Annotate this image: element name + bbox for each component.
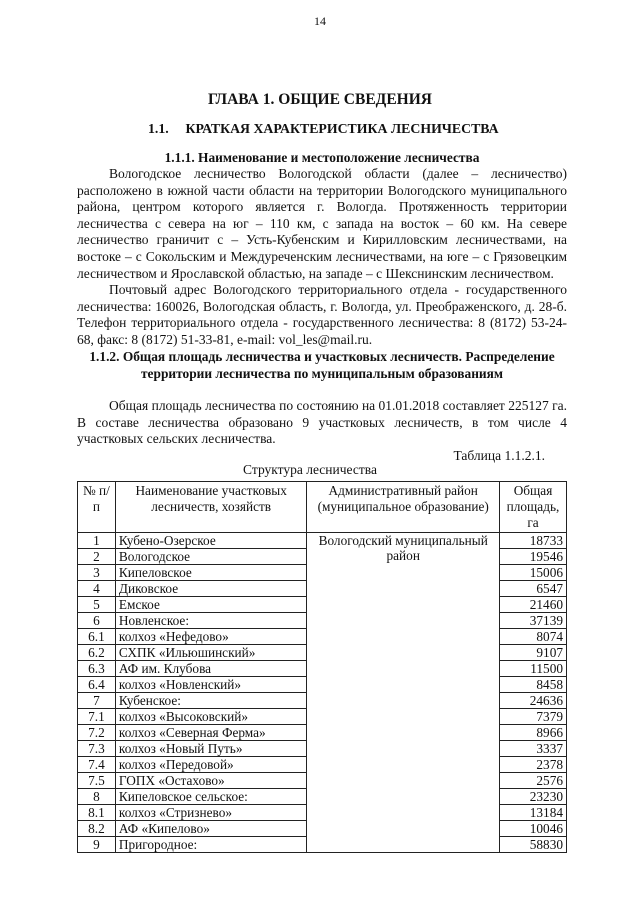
row-name: колхоз «Новый Путь» — [115, 741, 307, 757]
row-name: Пригородное: — [115, 837, 307, 853]
row-number: 3 — [78, 565, 116, 581]
row-name: ГОПХ «Остахово» — [115, 773, 307, 789]
row-name: Новленское: — [115, 613, 307, 629]
row-area: 3337 — [500, 741, 567, 757]
table-caption: Структура лесничества — [243, 462, 377, 477]
row-number: 7.2 — [78, 725, 116, 741]
row-number: 7.1 — [78, 709, 116, 725]
row-number: 6 — [78, 613, 116, 629]
row-area: 15006 — [500, 565, 567, 581]
row-area: 8966 — [500, 725, 567, 741]
row-name: АФ им. Клубова — [115, 661, 307, 677]
row-area: 18733 — [500, 533, 567, 549]
section-heading — [148, 121, 499, 137]
row-number: 1 — [78, 533, 116, 549]
header-area: Общая площадь, га — [500, 482, 567, 533]
forestry-structure-table — [77, 481, 567, 853]
row-name: колхоз «Северная Ферма» — [115, 725, 307, 741]
row-name: СХПК «Ильюшинский» — [115, 645, 307, 661]
row-area: 37139 — [500, 613, 567, 629]
row-district: Вологодский муниципальный район — [307, 533, 500, 853]
row-area: 7379 — [500, 709, 567, 725]
heading-line: 1.1.2. Общая площадь лесничества и участковых лесничеств. Распределение — [89, 349, 555, 364]
row-area: 13184 — [500, 805, 567, 821]
row-number: 6.3 — [78, 661, 116, 677]
row-name: колхоз «Стризнево» — [115, 805, 307, 821]
row-name: Кубенское: — [115, 693, 307, 709]
page-number: 14 — [314, 14, 326, 28]
row-number: 7.5 — [78, 773, 116, 789]
row-name: Кубено-Озерское — [115, 533, 307, 549]
row-name: колхоз «Нефедово» — [115, 629, 307, 645]
header-name: Наименование участковых лесничеств, хозяйств — [115, 482, 307, 533]
row-area: 2378 — [500, 757, 567, 773]
row-number: 6.4 — [78, 677, 116, 693]
row-area: 2576 — [500, 773, 567, 789]
row-name: Кипеловское сельское: — [115, 789, 307, 805]
table-number: Таблица 1.1.2.1. — [453, 448, 545, 463]
header-district: Административный район (муниципальное образование) — [307, 482, 500, 533]
row-name: Вологодское — [115, 549, 307, 565]
row-number: 7.4 — [78, 757, 116, 773]
header-no: № п/п — [78, 482, 116, 533]
row-number: 9 — [78, 837, 116, 853]
row-number: 7 — [78, 693, 116, 709]
row-area: 23230 — [500, 789, 567, 805]
row-name: колхоз «Передовой» — [115, 757, 307, 773]
row-area: 8074 — [500, 629, 567, 645]
row-number: 4 — [78, 581, 116, 597]
row-number: 2 — [78, 549, 116, 565]
row-area: 21460 — [500, 597, 567, 613]
row-name: колхоз «Высоковский» — [115, 709, 307, 725]
row-number: 7.3 — [78, 741, 116, 757]
subsection-heading-1: 1.1.1. Наименование и местоположение лесничества — [164, 150, 480, 165]
row-number: 6.1 — [78, 629, 116, 645]
row-name: колхоз «Новленский» — [115, 677, 307, 693]
chapter-title: ГЛАВА 1. ОБЩИЕ СВЕДЕНИЯ — [208, 91, 432, 108]
row-number: 8.1 — [78, 805, 116, 821]
row-area: 58830 — [500, 837, 567, 853]
address-paragraph: Почтовый адрес Вологодского территориального отдела - государственного лесничества: 160026, Вологодская область, г. Вологда, ул. Преображенского, д. 28-б. Телефон территориального отдела - государственного лесничества: 8 (8172) 53-24-68, факс: 8 (8172) 51-33-81, e-mail: vol_les@mail.ru. — [77, 282, 567, 347]
row-area: 11500 — [500, 661, 567, 677]
row-area: 10046 — [500, 821, 567, 837]
row-area: 19546 — [500, 549, 567, 565]
location-paragraph: Вологодское лесничество Вологодской области (далее – лесничество) расположено в южной части области на территории Вологодского муниципального района, центром которого является г. Вологда. Протяженность территории лесничества с севера на юг – 110 км, с запада на восток – 60 км. На севере лесничество граничит с – Усть-Кубенским и Кирилловским лесничествами, на востоке – с Сокольским и Междуреченским лесничествами, на юге – с Грязовецким лесничеством и Ярославской областью, на западе – с Шекснинским лесничеством. — [77, 166, 567, 281]
row-name: Кипеловское — [115, 565, 307, 581]
subsection-heading-2 — [77, 349, 567, 382]
table-header-row — [78, 482, 567, 533]
row-name: Емское — [115, 597, 307, 613]
row-number: 5 — [78, 597, 116, 613]
section-title: КРАТКАЯ ХАРАКТЕРИСТИКА ЛЕСНИЧЕСТВА — [185, 121, 499, 136]
row-name: Диковское — [115, 581, 307, 597]
area-paragraph: Общая площадь лесничества по состоянию на 01.01.2018 составляет 225127 га. В составе лесничества образовано 9 участковых лесничеств, в том числе 4 участковых сельских лесничества. — [77, 398, 567, 447]
row-name: АФ «Кипелово» — [115, 821, 307, 837]
row-area: 6547 — [500, 581, 567, 597]
row-area: 8458 — [500, 677, 567, 693]
row-number: 6.2 — [78, 645, 116, 661]
row-area: 24636 — [500, 693, 567, 709]
table-row — [78, 533, 567, 549]
section-number: 1.1. — [148, 121, 169, 136]
row-area: 9107 — [500, 645, 567, 661]
row-number: 8.2 — [78, 821, 116, 837]
heading-line: территории лесничества по муниципальным образованиям — [140, 365, 504, 381]
row-number: 8 — [78, 789, 116, 805]
